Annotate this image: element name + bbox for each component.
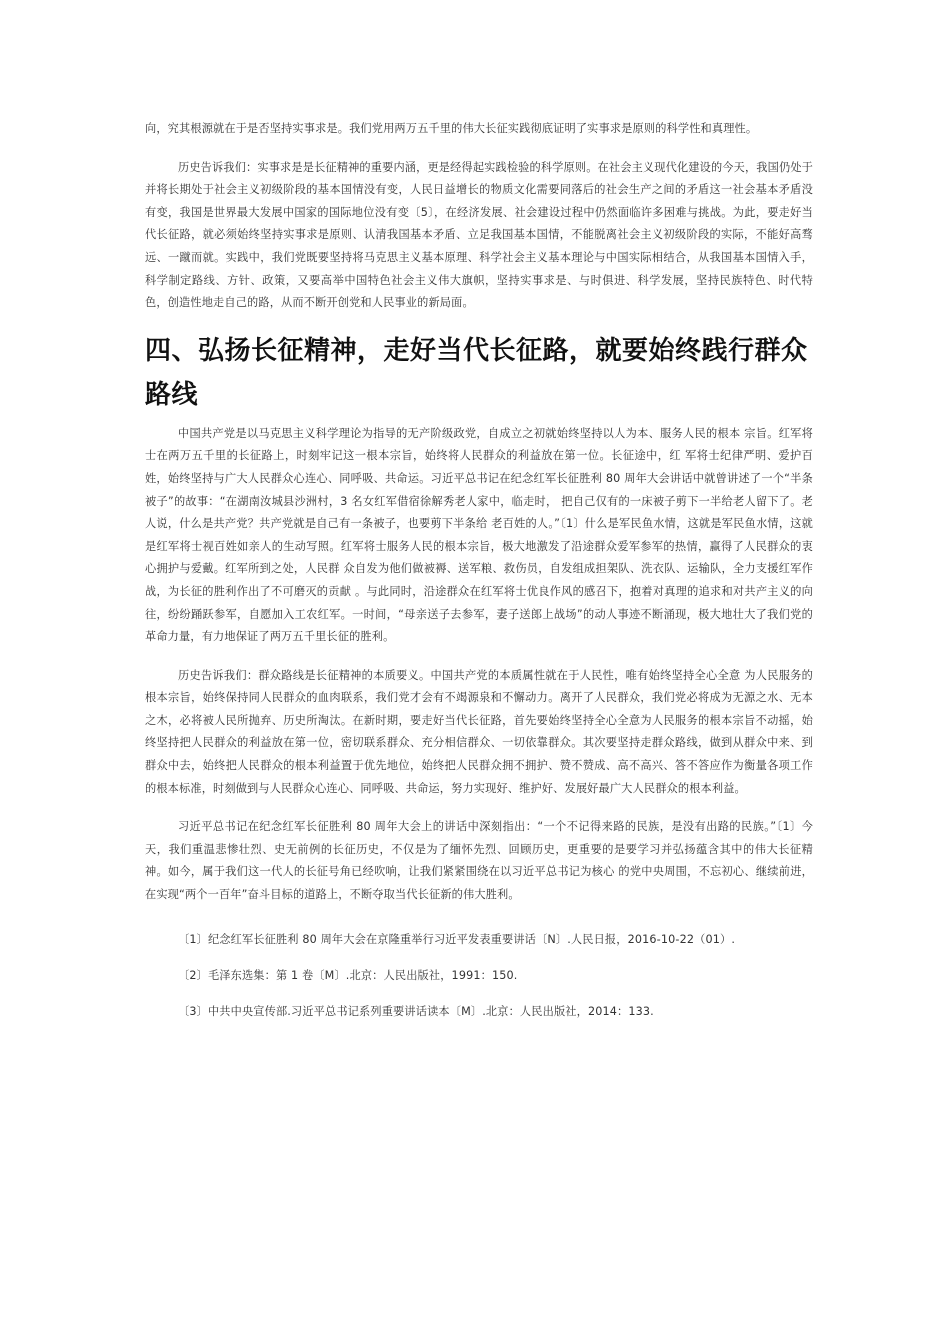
article-body — [145, 118, 813, 1037]
reference-item: 〔2〕毛泽东选集：第 1 卷〔M〕.北京：人民出版社，1991：150. — [178, 968, 518, 982]
paragraph-continuation: 向，究其根源就在于是否坚持实事求是。我们党用两万五千里的伟大长征实践彻底证明了实事求是原则的科学性和真理性。 — [145, 122, 758, 135]
paragraph-history-lesson-2: 历史告诉我们：群众路线是长征精神的本质要义。中国共产党的本质属性就在于人民性，唯有始终坚持全心全意 为人民服务的根本宗旨，始终保持同人民群众的血肉联系，我们党才会有不竭源泉和不懈动力。离开了人民群众，我们党必将成为无源之水、无本之木，必将被人民所抛弃、历史所淘汰。在新时期，要走好当代长征路，首先要始终坚持全心全意为人民服务的根本宗旨不动摇，始终坚持把人民群众的利益放在第一位，密切联系群众、充分相信群众、一切依靠群众。其次要坚持走群众路线，做到从群众中来、到群众中去，始终把人民群众的根本利益置于优先地位，始终把人民群众拥不拥护、赞不赞成、高不高兴、答不答应作为衡量各项工作的根本标准，时刻做到与人民群众心连心、同呼吸、共命运，努力实现好、维护好、发展好最广大人民群众的根本利益。 — [145, 668, 813, 795]
paragraph-mass-line-story: 中国共产党是以马克思主义科学理论为指导的无产阶级政党，自成立之初就始终坚持以人为本、服务人民的根本 宗旨。红军将士在两万五千里的长征路上，时刻牢记这一根本宗旨，始终将人民群众的利益放在第一位。长征途中，红 军将士纪律严明、爱护百姓，始终坚持与广大人民群众心连心、同呼吸、共命运。习近平总书记在纪念红军长征胜利 80 周年大会讲话中就曾讲述了一个“半条被子”的故事：“在湖南汝城县沙洲村，3 名女红军借宿徐解秀老人家中，临走时， 把自己仅有的一床被子剪下一半给老人留下了。老人说，什么是共产党？共产党就是自己有一条被子，也要剪下半条给 老百姓的人。”〔1〕什么是军民鱼水情，这就是军民鱼水情，这就是红军将士视百姓如亲人的生动写照。红军将士服务人民的根本宗旨，极大地激发了沿途群众爱军参军的热情，赢得了人民群众的衷心拥护与爱戴。红军所到之处，人民群 众自发为他们做被褥、送军粮、救伤员，自发组成担架队、洗衣队、运输队，全力支援红军作战，为长征的胜利作出了不可磨灭的贡献 。与此同时，沿途群众在红军将士优良作风的感召下，抱着对真理的追求和对共产主义的向往，纷纷踊跃参军，自愿加入工农红军。一时间，“母亲送子去参军，妻子送郎上战场”的动人事迹不断涌现，极大地壮大了我们党的革命力量，有力地保证了两万五千里长征的胜利。 — [145, 426, 813, 644]
section-heading: 四、弘扬长征精神，走好当代长征路，就要始终践行群众路线 — [145, 335, 808, 410]
references-list — [145, 929, 813, 1023]
paragraph-history-lesson-1: 历史告诉我们：实事求是是长征精神的重要内涵，更是经得起实践检验的科学原则。在社会主义现代化建设的今天，我国仍处于并将长期处于社会主义初级阶段的基本国情没有变，人民日益增长的物质文化需要同落后的社会生产之间的矛盾这一社会基本矛盾没有变，我国是世界最大发展中国家的国际地位没有变〔5〕，在经济发展、社会建设过程中仍然面临许多困难与挑战。为此，要走好当代长征路，就必须始终坚持实事求是原则、认清我国基本矛盾、立足我国基本国情，不能脱离社会主义初级阶段的实际，不能好高骛远、一蹴而就。实践中，我们党既要坚持将马克思主义基本原理、科学社会主义基本理论与中国实际相结合，从我国基本国情入手，科学制定路线、方针、政策，又要高举中国特色社会主义伟大旗帜，坚持实事求是、与时俱进、科学发展，坚持民族特色、时代特色，创造性地走自己的路，从而不断开创党和人民事业的新局面。 — [145, 160, 813, 310]
reference-item: 〔1〕纪念红军长征胜利 80 周年大会在京隆重举行习近平发表重要讲话〔N〕.人民日报，2016-10-22（01）. — [178, 932, 736, 946]
paragraph-conclusion: 习近平总书记在纪念红军长征胜利 80 周年大会上的讲话中深刻指出：“一个不记得来路的民族，是没有出路的民族。”〔1〕今天，我们重温悲惨壮烈、史无前例的长征历史，不仅是为了缅怀先烈、回顾历史，更重要的是要学习并弘扬蕴含其中的伟大长征精神。如今，属于我们这一代人的长征号角已经吹响，让我们紧紧围绕在以习近平总书记为核心 的党中央周围，不忘初心、继续前进，在实现“两个一百年”奋斗目标的道路上，不断夺取当代长征新的伟大胜利。 — [145, 820, 813, 902]
reference-item: 〔3〕中共中央宣传部.习近平总书记系列重要讲话读本〔M〕.北京：人民出版社，2014：133. — [178, 1004, 654, 1018]
